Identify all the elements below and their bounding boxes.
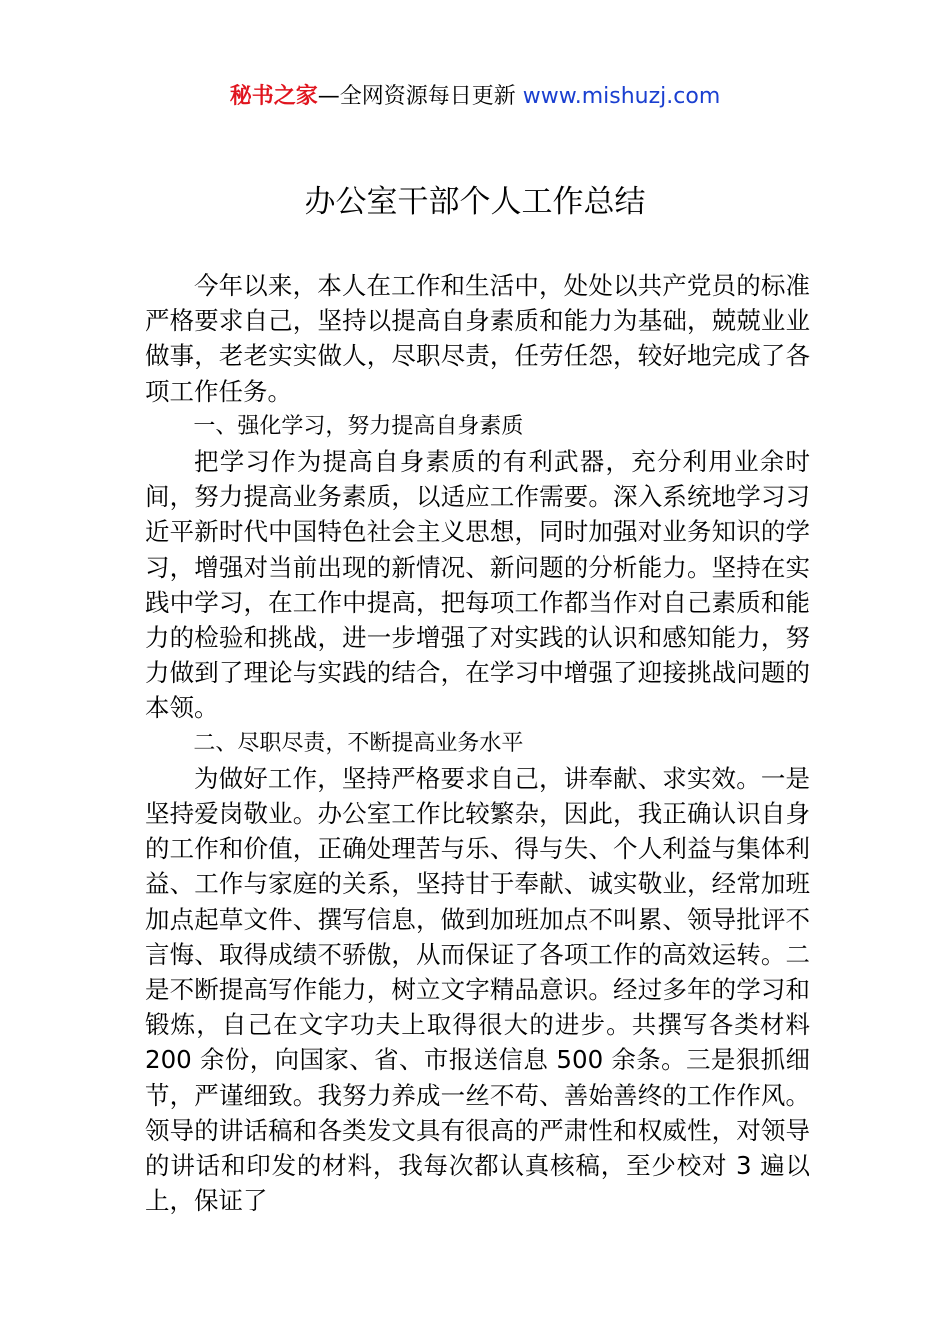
intro-paragraph: 今年以来，本人在工作和生活中，处处以共产党员的标准严格要求自己，坚持以提高自身素质和能力为基础，兢兢业业做事，老老实实做人，尽职尽责，任劳任怨，较好地完成了各项工作任务。: [145, 271, 810, 406]
section-heading-1: 一、强化学习，努力提高自身素质: [193, 413, 524, 439]
site-tagline: —全网资源每日更新: [317, 84, 516, 109]
site-url-link[interactable]: www.mishuzj.com: [522, 84, 721, 109]
site-brand: 秘书之家: [229, 84, 318, 109]
site-header: [0, 82, 950, 112]
section-2-paragraph: 为做好工作，坚持严格要求自己，讲奉献、求实效。一是坚持爱岗敬业。办公室工作比较繁杂，因此，我正确认识自身的工作和价值，正确处理苦与乐、得与失、个人利益与集体利益、工作与家庭的关系，坚持甘于奉献、诚实敬业，经常加班加点起草文件、撰写信息，做到加班加点不叫累、领导批评不言悔、取得成绩不骄傲，从而保证了各项工作的高效运转。二是不断提高写作能力，树立文字精品意识。经过多年的学习和锻炼，自己在文字功夫上取得很大的进步。共撰写各类材料 200 余份，向国家、省、市报送信息 500 余条。三是狠抓细节，严谨细致。我努力养成一丝不苟、善始善终的工作作风。领导的讲话稿和各类发文具有很高的严肃性和权威性，对领导的讲话和印发的材料，我每次都认真核稿，至少校对 3 遍以上，保证了: [145, 763, 810, 1216]
document-title: 办公室干部个人工作总结: [304, 184, 646, 220]
document-body: [145, 268, 810, 1218]
section-heading-2: 二、尽职尽责，不断提高业务水平: [193, 730, 524, 756]
section-1-paragraph: 把学习作为提高自身素质的有利武器，充分利用业余时间，努力提高业务素质，以适应工作需要。深入系统地学习习近平新时代中国特色社会主义思想，同时加强对业务知识的学习，增强对当前出现的新情况、新问题的分析能力。坚持在实践中学习，在工作中提高，把每项工作都当作对自己素质和能力的检验和挑战，进一步增强了对实践的认识和感知能力，努力做到了理论与实践的结合，在学习中增强了迎接挑战问题的本领。: [145, 447, 810, 723]
